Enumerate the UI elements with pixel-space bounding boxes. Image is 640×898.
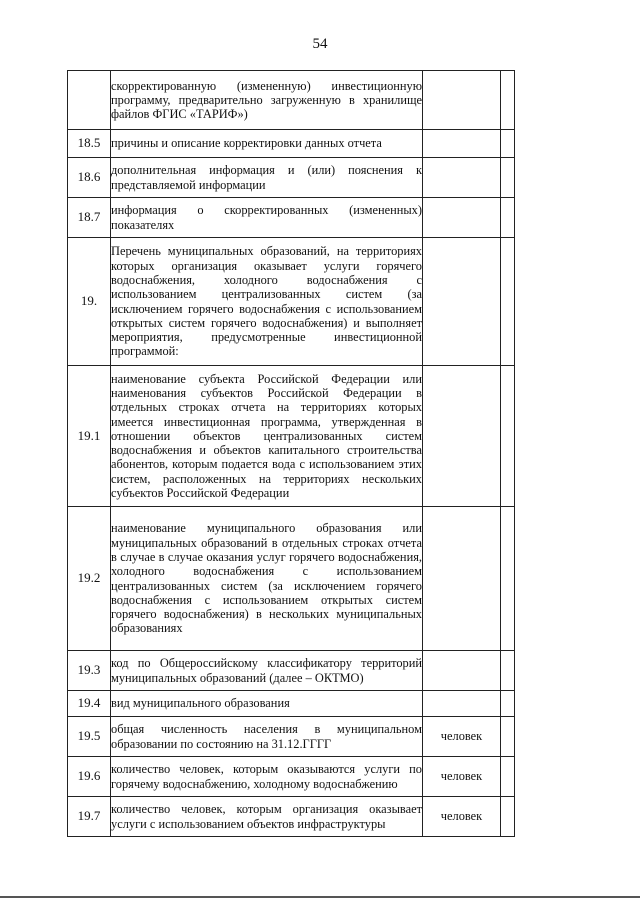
report-table [67, 70, 515, 837]
row-number: 19.4 [68, 691, 111, 717]
row-unit [423, 366, 501, 507]
row-value-cell [501, 198, 515, 238]
row-number: 19. [68, 238, 111, 366]
row-number: 19.1 [68, 366, 111, 507]
row-number: 19.5 [68, 717, 111, 757]
table-row [68, 507, 515, 651]
table-row [68, 130, 515, 158]
row-description: количество человек, которым организация оказывает услуги с использованием объектов инфраструктуры [111, 797, 423, 837]
row-value-cell [501, 717, 515, 757]
page-number: 54 [312, 36, 328, 52]
table-row [68, 158, 515, 198]
row-description: наименование муниципального образования или муниципальных образований в отдельных строках отчета в случае в случае оказания услуг горячего водоснабжения, холодного водоснабжения с использованием централизованных систем (за исключением горячего водоснабжения с использованием открытых систем горячего водоснабжения) в нескольких муниципальных образованиях [111, 507, 423, 651]
row-description: вид муниципального образования [111, 691, 423, 717]
table-row [68, 797, 515, 837]
row-number: 18.7 [68, 198, 111, 238]
table-row [68, 651, 515, 691]
row-number: 19.6 [68, 757, 111, 797]
row-description: скорректированную (измененную) инвестиционную программу, предварительно загруженную в хранилище файлов ФГИС «ТАРИФ») [111, 71, 423, 130]
row-number: 19.7 [68, 797, 111, 837]
table-row [68, 691, 515, 717]
row-unit: человек [423, 797, 501, 837]
row-value-cell [501, 757, 515, 797]
table-row [68, 717, 515, 757]
row-description: Перечень муниципальных образований, на территориях которых организация оказывает услуги горячего водоснабжения, холодного водоснабжения с использованием централизованных систем (за исключением горячего водоснабжения с использованием открытых систем горячего водоснабжения) и выполняет мероприятия, предусмотренные инвестиционной программой: [111, 238, 423, 366]
row-unit [423, 198, 501, 238]
table-row [68, 198, 515, 238]
row-description: информация о скорректированных (измененных) показателях [111, 198, 423, 238]
row-unit [423, 130, 501, 158]
row-unit [423, 238, 501, 366]
row-value-cell [501, 71, 515, 130]
row-unit [423, 691, 501, 717]
row-value-cell [501, 158, 515, 198]
row-unit [423, 507, 501, 651]
row-value-cell [501, 366, 515, 507]
row-number: 19.2 [68, 507, 111, 651]
row-number [68, 71, 111, 130]
row-description: количество человек, которым оказываются услуги по горячему водоснабжению, холодному водоснабжению [111, 757, 423, 797]
row-number: 18.5 [68, 130, 111, 158]
table-row [68, 238, 515, 366]
row-value-cell [501, 507, 515, 651]
row-number: 19.3 [68, 651, 111, 691]
row-value-cell [501, 130, 515, 158]
row-description: код по Общероссийскому классификатору территорий муниципальных образований (далее – ОКТМО) [111, 651, 423, 691]
row-unit [423, 71, 501, 130]
row-value-cell [501, 238, 515, 366]
row-unit: человек [423, 717, 501, 757]
row-unit [423, 158, 501, 198]
row-description: дополнительная информация и (или) пояснения к представляемой информации [111, 158, 423, 198]
row-unit: человек [423, 757, 501, 797]
table-row [68, 757, 515, 797]
row-value-cell [501, 651, 515, 691]
row-value-cell [501, 691, 515, 717]
table-row [68, 366, 515, 507]
table-row [68, 71, 515, 130]
row-number: 18.6 [68, 158, 111, 198]
row-unit [423, 651, 501, 691]
row-description: наименование субъекта Российской Федерации или наименования субъектов Российской Федерации в отдельных строках отчета на территориях которых имеется инвестиционная программа, утвержденная в отношении объектов централизованных систем водоснабжения и объектов капитального строительства абонентов, которым подается вода с использованием этих систем, расположенных на территориях нескольких субъектов Российской Федерации [111, 366, 423, 507]
row-description: причины и описание корректировки данных отчета [111, 130, 423, 158]
row-description: общая численность населения в муниципальном образовании по состоянию на 31.12.ГГГГ [111, 717, 423, 757]
row-value-cell [501, 797, 515, 837]
